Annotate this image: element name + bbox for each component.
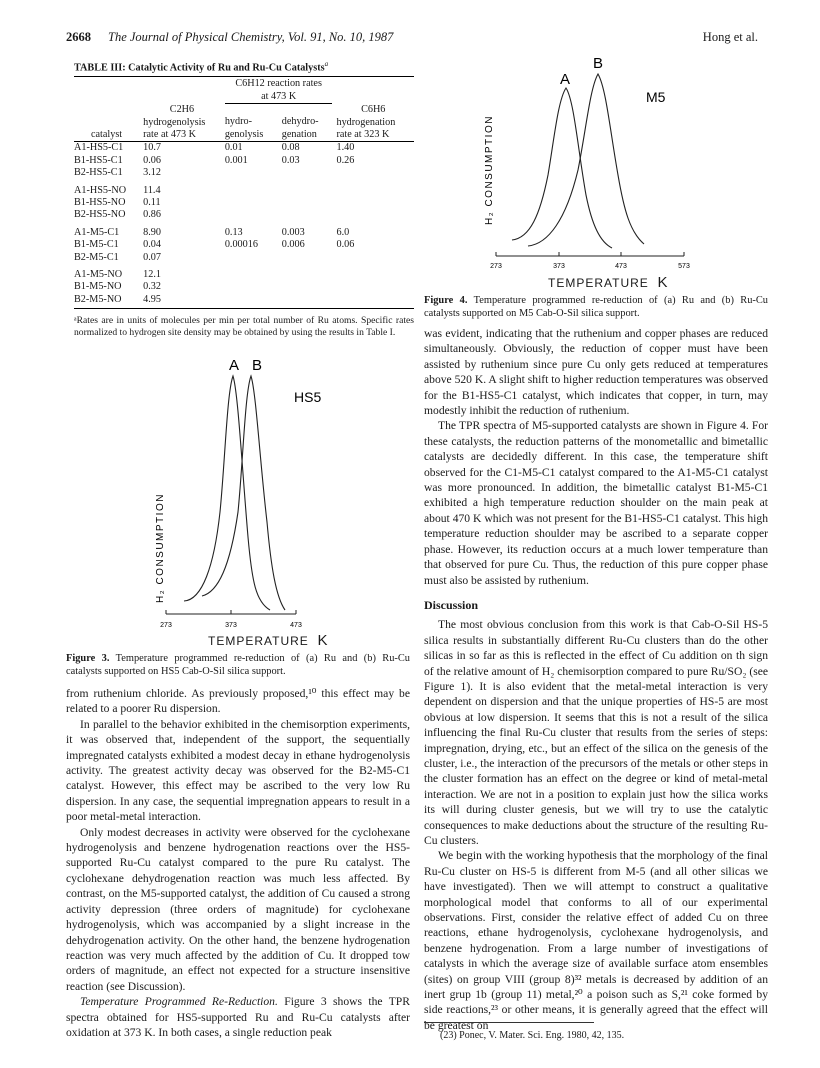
th-dehydrogenation: dehydro- [281, 116, 319, 128]
value-cell: 12.1 [143, 269, 161, 281]
value-cell: 0.86 [143, 209, 161, 221]
value-cell [225, 209, 282, 221]
left-p3: Only modest decreases in activity were observed for the cyclohexane hydrogenolysis and benzene hydrogenation reactions over the HS5-supported Ru-Cu catalyst compared to the pure Ru catalyst. The cyclohexane dehydrogenation reaction was much less affected. By contrast, on the M5-supported catalyst, the addition of Cu caused a strong activity depression (three orders of magnitude) for cyclohexane hydrogenolysis, which was accompanied by a slight increase in the dehydrogenation activity. On the other hand, the benzene hydrogenation reaction was very much affected by the addition of Cu. It dropped tow orders of magnitude, an effect not expected for a structure insensitive reaction (see Discussion). [66, 825, 410, 993]
table-row [74, 155, 414, 167]
th-c6h12-rates: C6H12 reaction rates at 473 K [225, 78, 337, 104]
value-cell [336, 281, 414, 293]
fig4-tick-2: 473 [615, 263, 627, 270]
value-cell [225, 252, 282, 264]
value-cell [282, 294, 337, 306]
value-cell: 0.01 [224, 142, 243, 154]
fig3-peak-b-label: B [252, 357, 263, 374]
fig3-xlabel: TEMPERATURE K [208, 632, 329, 649]
catalyst-cell: B2-HS5-C1 [74, 167, 123, 179]
value-cell: 1.40 [336, 142, 355, 154]
value-cell: 4.95 [143, 293, 161, 305]
table-row [74, 222, 414, 239]
value-cell: 6.0 [336, 226, 350, 238]
section-heading-discussion: Discussion [424, 597, 479, 612]
right-column [424, 326, 768, 1033]
value-cell [336, 197, 414, 209]
value-cell: 0.03 [281, 154, 300, 166]
value-cell: 8.90 [143, 226, 161, 238]
figure-4-caption: Figure 4. Temperature programmed re-reduction of (a) Ru and (b) Ru-Cu catalysts supported on M5 Cab-O-Sil silica support. [424, 295, 768, 319]
fig4-peak-a-label: A [560, 71, 571, 88]
fig3-curve-a [184, 376, 270, 610]
left-column [66, 686, 410, 1040]
right-p4: We begin with the working hypothesis that the morphology of the final Ru-Cu cluster on HS-5 is different from M-5 (and all other silicas we have investigated). Then we will attempt to construct a qualitative morphological model that conforms to all of our experimental observations. First, consider the relative effect of added Cu on three reactions, ethane hydrogenolysis, cyclohexane hydrogenolysis, and benzene hydrogenation. From a large number of investigations of catalysts in which the average size of available surface atom ensembles (sites) on group VIII (group 8)³² metals is decreased by addition of an inert grup 1b (group 11) metal,²⁰ a poison such as S,²¹ coke formed by side reactions,²³ or other means, it is generally agreed that the effect will be greatest on [424, 849, 768, 1032]
value-cell: 3.12 [143, 167, 161, 179]
value-cell [336, 209, 414, 221]
left-p4: Temperature Programmed Re-Reduction. Figure 3 shows the TPR spectra obtained for HS5-supported Ru and Ru-Cu catalysts after oxidation at 373 K. In both cases, a single reduction peak [66, 995, 410, 1039]
value-cell: 10.7 [143, 142, 161, 154]
table-3 [74, 60, 414, 339]
fig4-panel-label: M5 [646, 89, 666, 105]
catalyst-cell: B2-M5-C1 [74, 251, 119, 263]
catalyst-cell: A1-HS5-NO [74, 184, 127, 196]
page-number: 2668 [66, 30, 91, 44]
value-cell: 0.00016 [224, 239, 258, 251]
fig4-tick-3: 573 [678, 263, 690, 270]
value-cell [336, 294, 414, 306]
table-row [74, 264, 414, 281]
table-row [74, 180, 414, 197]
catalyst-cell: B1-HS5-C1 [74, 154, 123, 166]
table-row [74, 239, 414, 251]
catalyst-cell: A1-M5-NO [74, 269, 123, 281]
fig4-curve-a [512, 88, 612, 248]
fig3-ylabel: H₂ CONSUMPTION [155, 493, 166, 603]
table-title: TABLE III: Catalytic Activity of Ru and Ru-Cu Catalysts$^a$ [74, 60, 329, 74]
value-cell: 0.006 [281, 239, 305, 251]
fig4-curve-b [528, 74, 644, 246]
table-row [74, 142, 414, 155]
table-row [74, 281, 414, 293]
left-p2: In parallel to the behavior exhibited in the chemisorption experiments, it was observed that, independent of the support, the sequentially impregnated catalysts exhibited a modest decay in ethane hydrogenolysis activity. The greatest activity decay was observed for the B2-M5-C1 catalyst. However, this effect may be ascribed to the very low Ru dispersion. In any case, the sequential impregnation appears to result in a poor metal-metal interaction. [66, 717, 410, 824]
value-cell: 0.001 [224, 154, 248, 166]
table-row [74, 209, 414, 221]
value-cell: 0.07 [143, 251, 161, 263]
value-cell: 0.11 [143, 197, 161, 209]
value-cell [225, 281, 282, 293]
footnote-23: (23) Ponec, V. Mater. Sci. Eng. 1980, 42, 135. [440, 1030, 625, 1041]
running-authors: Hong et al. [702, 30, 758, 44]
value-cell [336, 180, 414, 197]
value-cell [282, 209, 337, 221]
value-cell [225, 167, 282, 179]
value-cell [282, 180, 337, 197]
fig4-xlabel: TEMPERATURE K [548, 274, 669, 291]
value-cell: 0.13 [224, 226, 243, 238]
th-hydrogenolysis: hydro- [224, 116, 252, 128]
fig3-curve-b [202, 376, 285, 610]
value-cell [282, 281, 337, 293]
table-row [74, 252, 414, 264]
value-cell: 0.003 [281, 226, 305, 238]
fig4-tick-1: 373 [553, 263, 565, 270]
table-row [74, 294, 414, 306]
value-cell [225, 197, 282, 209]
figure-4-plot [470, 50, 720, 280]
value-cell: 11.4 [143, 184, 161, 196]
value-cell [225, 294, 282, 306]
right-p3: The most obvious conclusion from this work is that Cab-O-Sil HS-5 silica results in substantially different Ru-Cu clusters than do the other silicas in so far as this is reflected in the effect of Cu addition on th sign of the relative amount of H₂ chemisorption compared to pure Ru/SO₂ (see Figure 1). It is also evident that the metal-metal interaction is very dependent on dispersion and that the unique properties of HS-5 are most obvious at low dispersion. It seems that this is not a result of the silica influencing the final Ru-Cu cluster that results from the series of steps: impregnation, drying, etc., but an effect of the silica on the genesis of the cluster, i.e., the interaction of the precursors of the metals or other steps in the cluster formation has an effect on the degree or kind of metal-metal interaction. We are not in a position to explain just how the silica works its will during cluster genesis, but we will try to use the catalytic consequences to make deductions about the structure of the resulting Ru-Cu clusters. [424, 618, 768, 847]
catalyst-cell: B2-HS5-NO [74, 209, 126, 221]
value-cell [225, 264, 282, 281]
table-row [74, 197, 414, 209]
table-footnote: ᵃRates are in units of molecules per min per total number of Ru atoms. Specific rates normalized to hydrogen site density may be obtained by using the results in Table I. [74, 315, 414, 339]
value-cell [225, 180, 282, 197]
th-catalyst: catalyst [91, 129, 123, 141]
value-cell: 0.08 [281, 142, 300, 154]
figure-3-caption: Figure 3. Temperature programmed re-reduction of (a) Ru and (b) Ru-Cu catalysts supported on HS5 Cab-O-Sil silica support. [66, 653, 410, 677]
fig3-tick-2: 473 [290, 622, 302, 629]
catalyst-cell: B2-M5-NO [74, 293, 122, 305]
table-body: C6H12 reaction rates at 473 K C2H6 hydrogenolysis hydro- dehydro- C6H6 hydrogenation catalyst rate at 473 K genolysis genation rate at 323 K A1-HS5-C1 10.7 0.01 0.08 1.40 B1-HS5-C1 0.06 0.001 0.03 0.26 B2-HS5-C1 3.12 A1-HS5-NO 11.4 B1-HS5-NO 0.11 B2-HS5-NO 0.86 A1-M5-C1 8.90 0.13 0.003 6.0 B1-M5-C1 0.04 0.00016 0.006 0.06 B2-M5-C1 0.07 A1-M5-NO 12.1 B1-M5-NO 0.32 B2-M5-NO 4.95 [74, 78, 414, 306]
catalyst-cell: B1-HS5-NO [74, 197, 126, 209]
catalyst-cell: B1-M5-NO [74, 281, 122, 293]
catalyst-cell: A1-HS5-C1 [74, 142, 124, 154]
value-cell [282, 197, 337, 209]
right-p2: The TPR spectra of M5-supported catalysts are shown in Figure 4. For these catalysts, the reduction patterns of the monometallic and bimetallic catalysts are decidedly different. In this case, the temperature shift observed for the C1-M5-C1 catalyst compared to the A1-M5-C1 catalyst was more pronounced. In addition, the bimetallic catalyst B1-M5-C1 exhibited a high temperature reduction shoulder on the main peak at about 470 K which was not present for the B1-HS5-C1 catalyst. This high temperature reduction shoulder may be ascribed to a separate copper phase. However, its reduction occurs at a much lower temperature than that observed for pure Cu. Thus, the reduction of this pure copper phase must also be assisted by ruthenium. [424, 419, 768, 587]
fig4-tick-0: 273 [490, 263, 502, 270]
value-cell [336, 264, 414, 281]
fig4-peak-b-label: B [593, 55, 604, 72]
fig3-peak-a-label: A [229, 357, 240, 374]
value-cell: 0.04 [143, 239, 161, 251]
th-c6h6: C6H6 hydrogenation [336, 104, 396, 128]
value-cell: 0.06 [143, 154, 161, 166]
value-cell: 0.06 [336, 239, 355, 251]
catalyst-cell: A1-M5-C1 [74, 226, 120, 238]
value-cell [336, 252, 414, 264]
catalyst-cell: B1-M5-C1 [74, 239, 119, 251]
value-cell [282, 167, 337, 179]
fig3-tick-1: 373 [225, 622, 237, 629]
figure-3-plot [130, 352, 380, 642]
fig3-tick-0: 273 [160, 622, 172, 629]
value-cell [282, 264, 337, 281]
right-p1: was evident, indicating that the ruthenium and copper phases are reduced simultaneously. Obviously, the reduction of copper must have been assisted by ruthenium since pure Cu only gets reduced at temperatures above 520 K. A slight shift to higher reduction temperatures was observed for the B1-HS5-C1 catalyst, which indicates that copper, in turn, may modestly inhibit the reduction of ruthenium. [424, 327, 768, 418]
fig3-panel-label: HS5 [294, 389, 322, 405]
value-cell: 0.26 [336, 154, 355, 166]
table-row [74, 167, 414, 179]
left-p1: from ruthenium chloride. As previously proposed,¹⁰ this effect may be related to a poorer Ru dispersion. [66, 687, 410, 716]
value-cell: 0.32 [143, 281, 161, 293]
th-c2h6: C2H6 hydrogenolysis [143, 104, 206, 128]
value-cell [282, 252, 337, 264]
fig4-ylabel: H₂ CONSUMPTION [484, 115, 495, 225]
value-cell [336, 167, 414, 179]
journal-title: The Journal of Physical Chemistry, Vol. 91, No. 10, 1987 [108, 30, 394, 44]
footnote-rule [424, 1022, 594, 1023]
